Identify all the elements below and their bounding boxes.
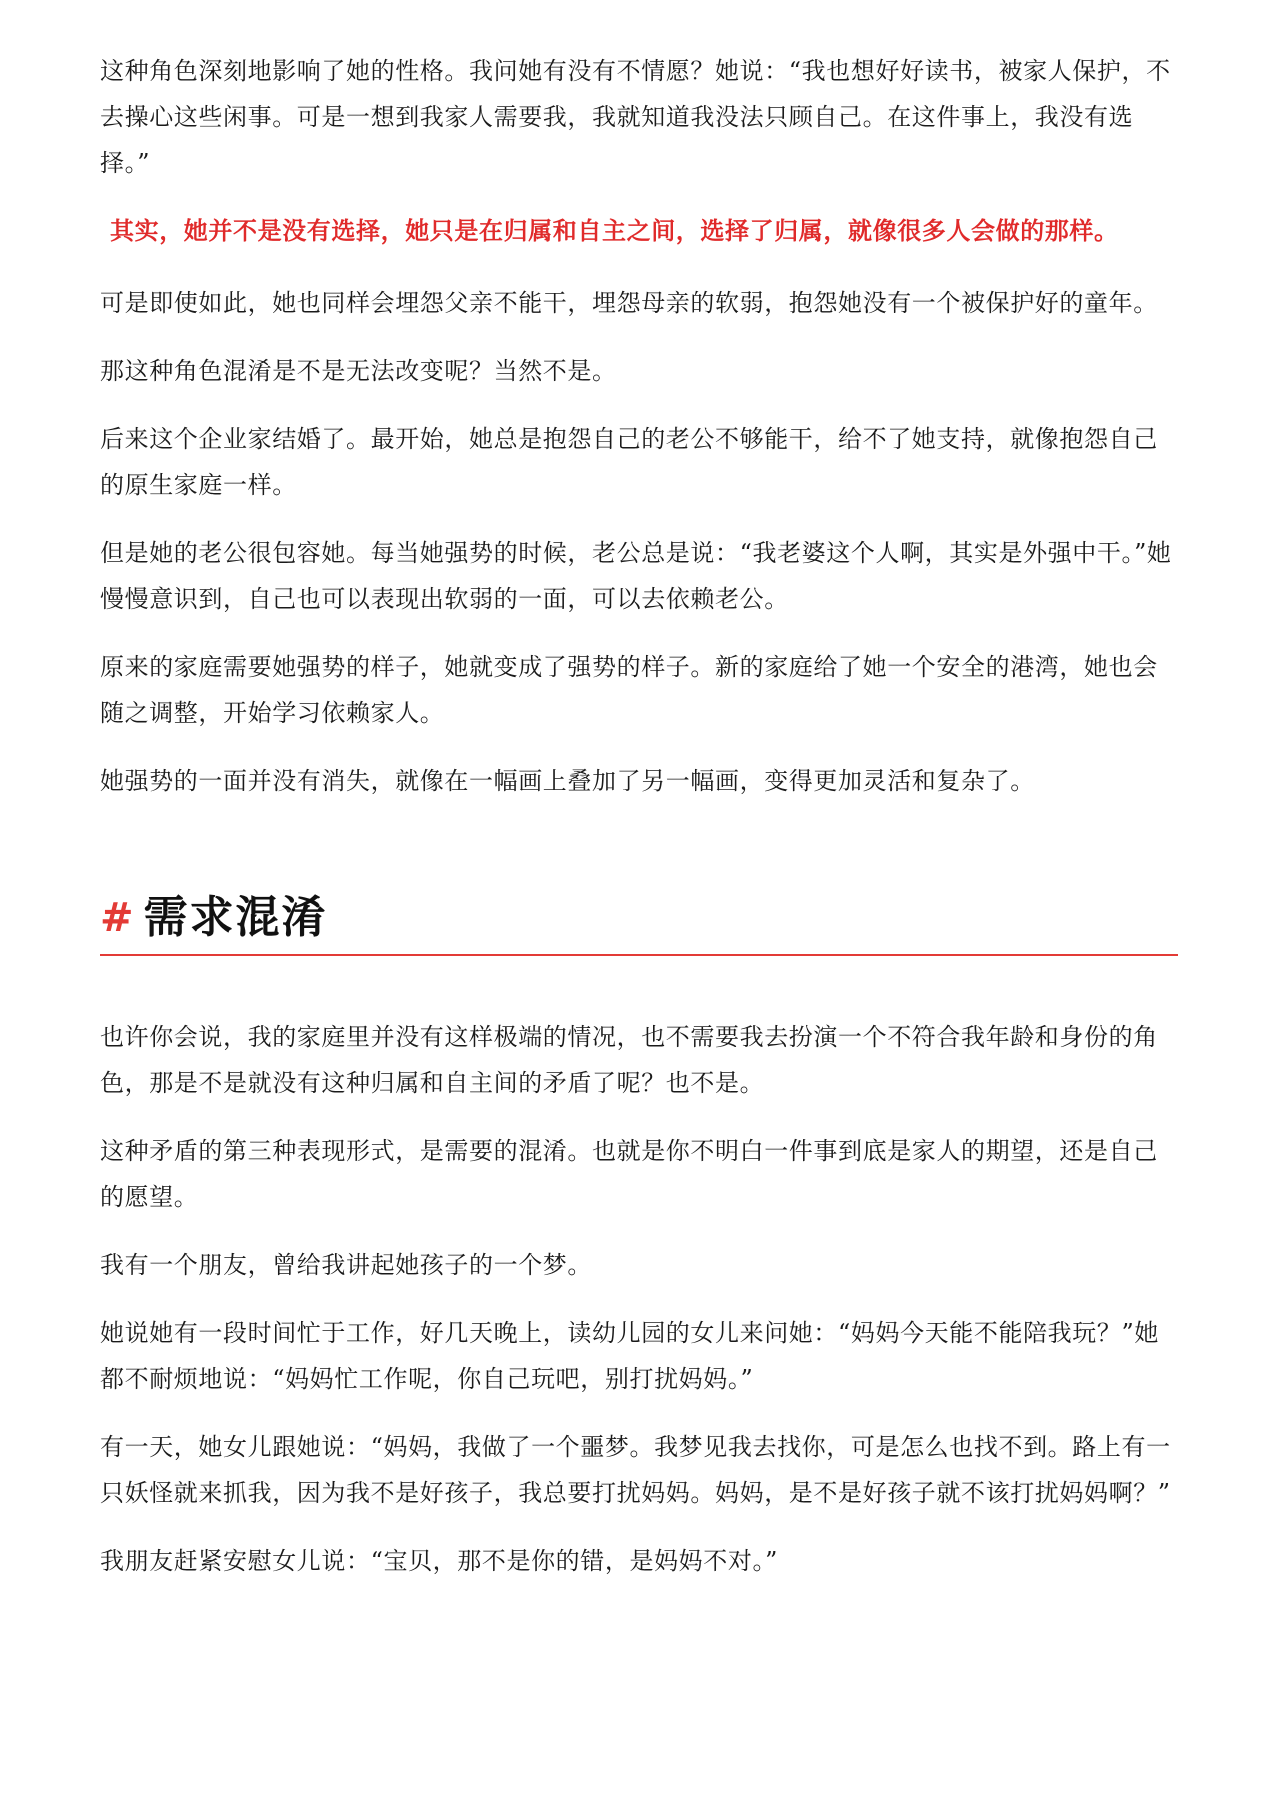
paragraph: 我朋友赶紧安慰女儿说：“宝贝，那不是你的错，是妈妈不对。” — [100, 1547, 778, 1575]
paragraph: 她说她有一段时间忙于工作，好几天晚上，读幼儿园的女儿来问她：“妈妈今天能不能陪我玩？”她都不耐烦地说：“妈妈忙工作呢，你自己玩吧，别打扰妈妈。” — [100, 1319, 1159, 1393]
section-title: 需求混淆 — [143, 892, 328, 943]
paragraph: 那这种角色混淆是不是无法改变呢？当然不是。 — [100, 357, 617, 385]
paragraph: 这种角色深刻地影响了她的性格。我问她有没有不情愿？她说：“我也想好好读书，被家人保护，不去操心这些闲事。可是一想到我家人需要我，我就知道我没法只顾自己。在这件事上，我没有选择。” — [100, 57, 1171, 177]
paragraph: 原来的家庭需要她强势的样子，她就变成了强势的样子。新的家庭给了她一个安全的港湾，她也会随之调整，开始学习依赖家人。 — [100, 653, 1158, 727]
paragraph: 也许你会说，我的家庭里并没有这样极端的情况，也不需要我去扮演一个不符合我年龄和身份的角色，那是不是就没有这种归属和自主间的矛盾了呢？也不是。 — [100, 1023, 1158, 1097]
section-header — [100, 876, 1178, 956]
paragraph: 我有一个朋友，曾给我讲起她孩子的一个梦。 — [100, 1251, 592, 1279]
paragraph: 有一天，她女儿跟她说：“妈妈，我做了一个噩梦。我梦见我去找你，可是怎么也找不到。路上有一只妖怪就来抓我，因为我不是好孩子，我总要打扰妈妈。妈妈，是不是好孩子就不该打扰妈妈啊？” — [100, 1433, 1171, 1507]
hash-icon: # — [100, 895, 134, 941]
paragraph: 这种矛盾的第三种表现形式，是需要的混淆。也就是你不明白一件事到底是家人的期望，还是自己的愿望。 — [100, 1137, 1158, 1211]
document-page — [100, 48, 1178, 1606]
paragraph: 她强势的一面并没有消失，就像在一幅画上叠加了另一幅画，变得更加灵活和复杂了。 — [100, 767, 1035, 795]
section-heading-row — [100, 876, 1178, 956]
highlighted-paragraph: 其实，她并不是没有选择，她只是在归属和自主之间，选择了归属，就像很多人会做的那样。 — [110, 216, 1119, 245]
paragraph: 后来这个企业家结婚了。最开始，她总是抱怨自己的老公不够能干，给不了她支持，就像抱怨自己的原生家庭一样。 — [100, 425, 1158, 499]
paragraph: 但是她的老公很包容她。每当她强势的时候，老公总是说：“我老婆这个人啊，其实是外强中干。”她慢慢意识到，自己也可以表现出软弱的一面，可以去依赖老公。 — [100, 539, 1172, 613]
paragraph: 可是即使如此，她也同样会埋怨父亲不能干，埋怨母亲的软弱，抱怨她没有一个被保护好的童年。 — [100, 289, 1158, 317]
